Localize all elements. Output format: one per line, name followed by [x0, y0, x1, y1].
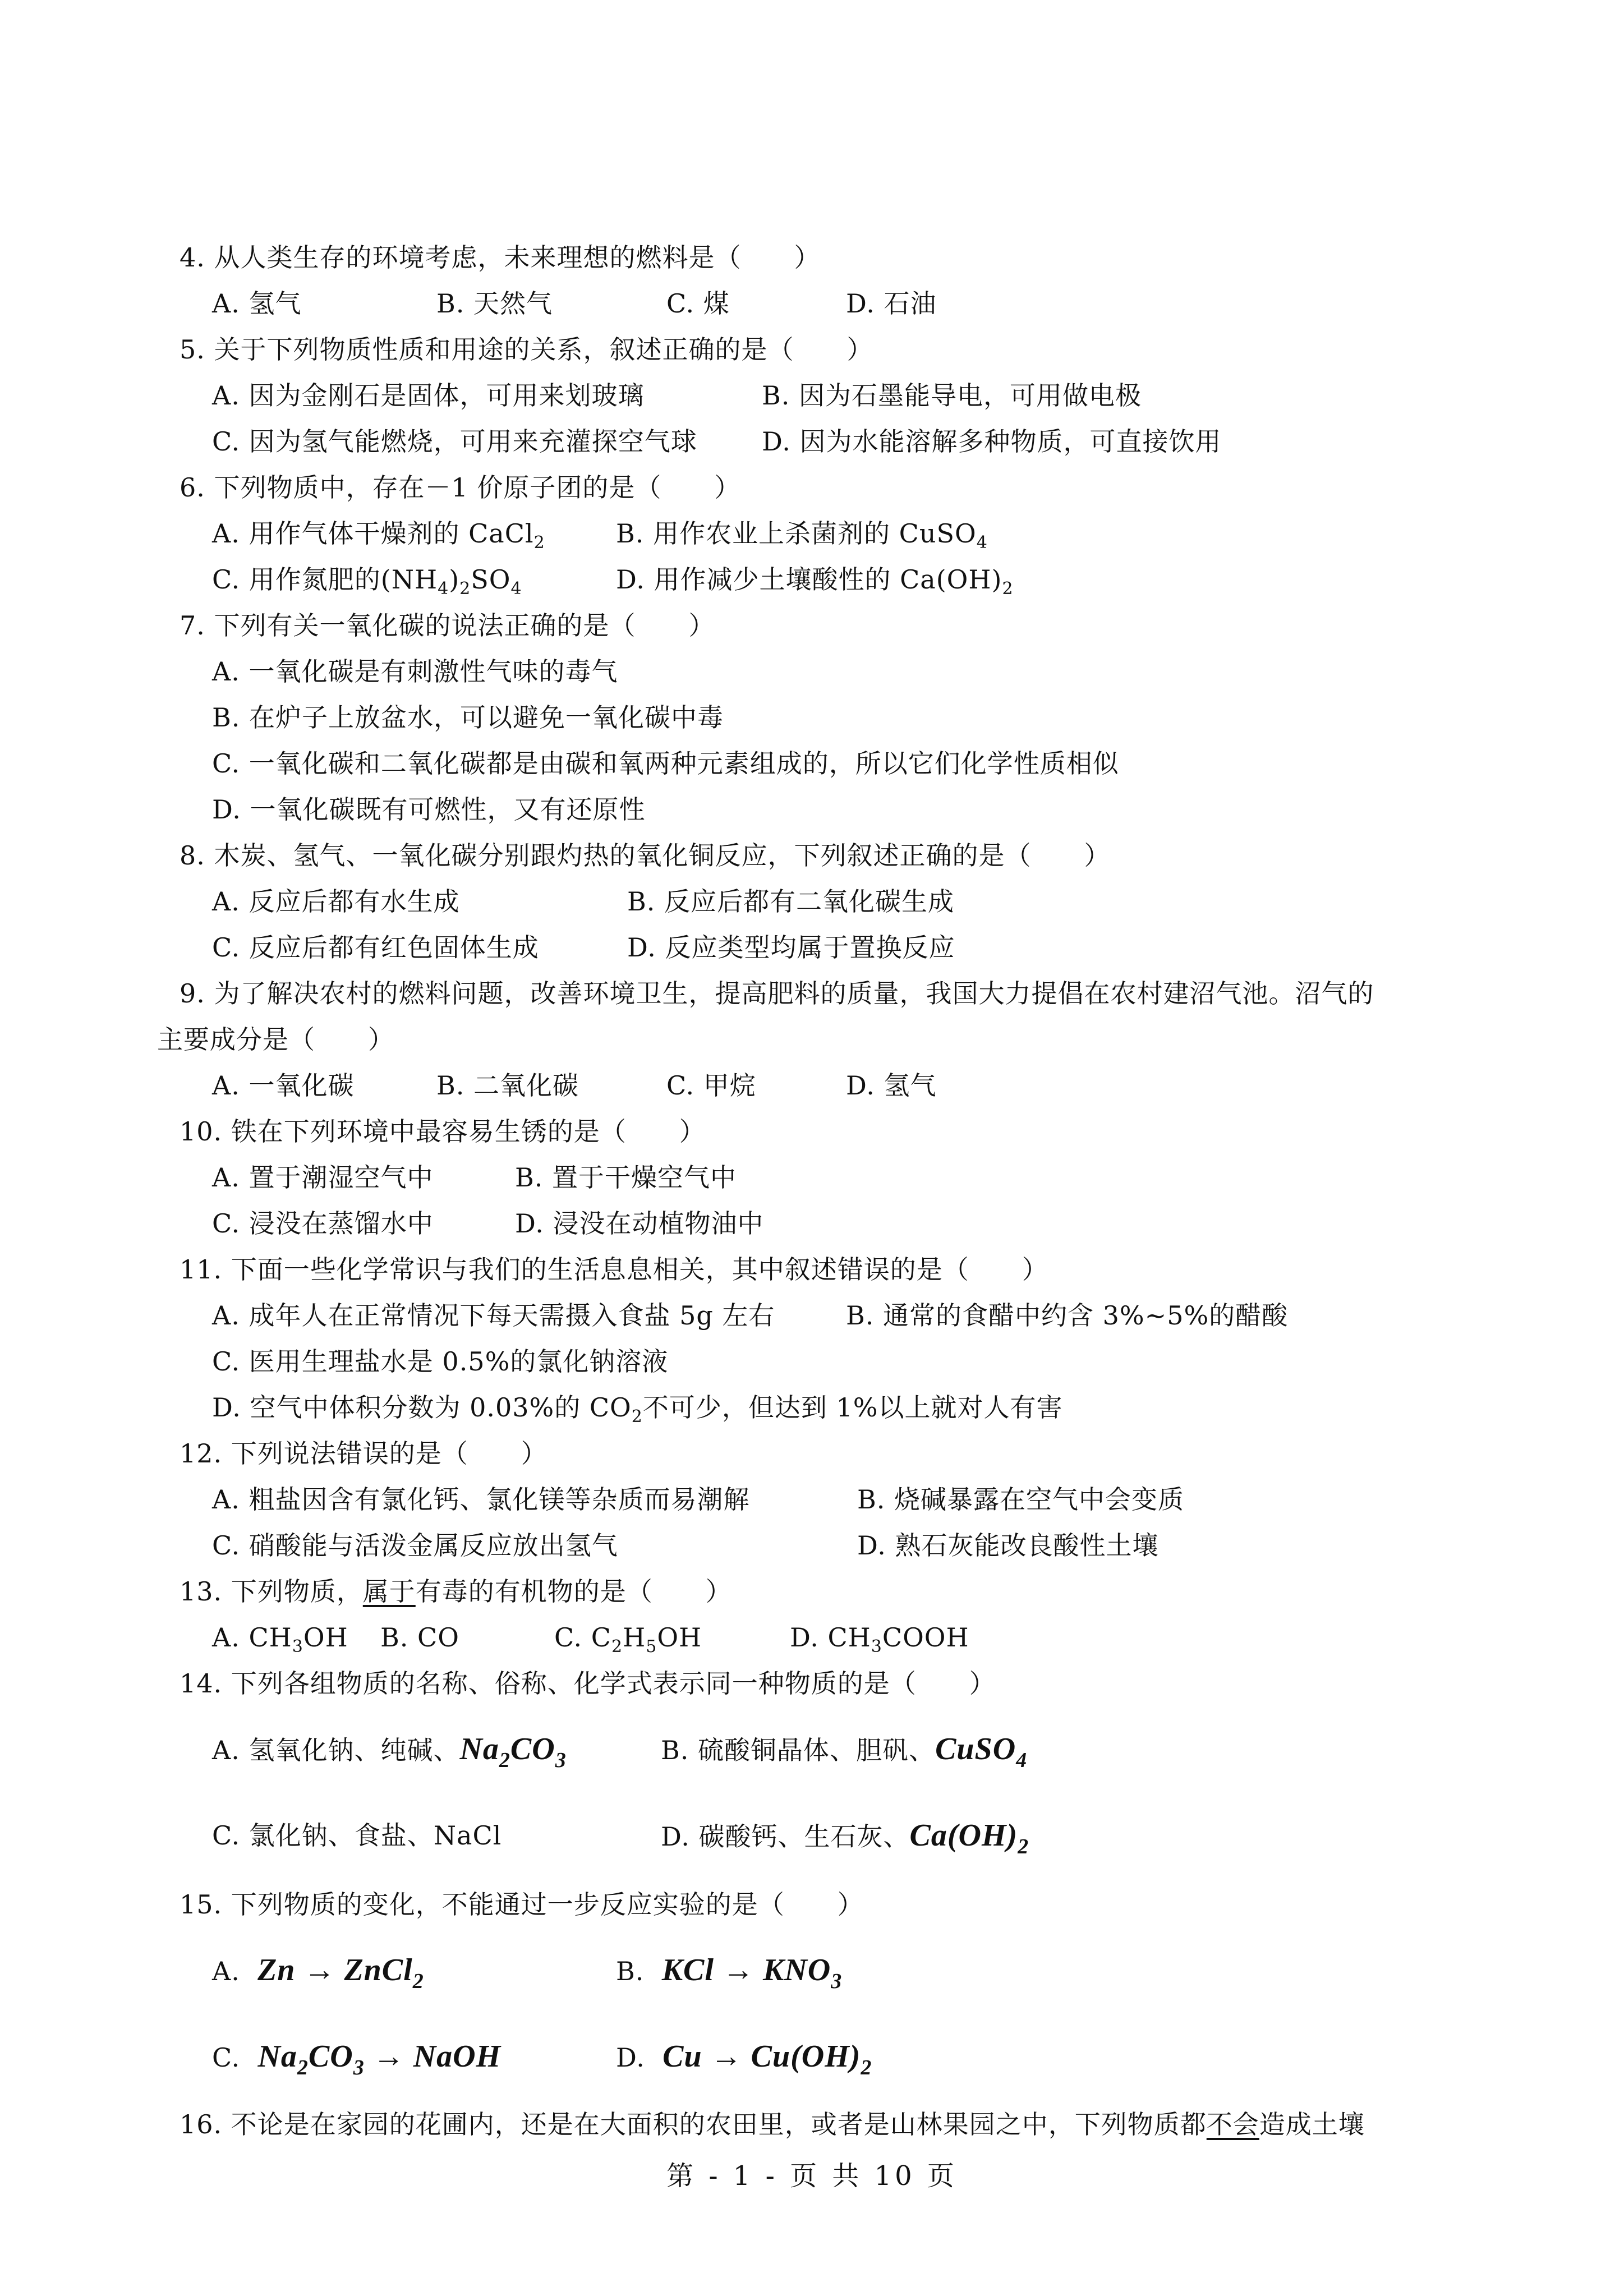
- q10-option-d: D. 浸没在动植物油中: [515, 1208, 764, 1239]
- question-10-options-row1: [212, 1158, 1558, 1197]
- question-4-options: [212, 284, 1558, 323]
- q15-option-b: B. KCl → $KNO_3$: [616, 1953, 843, 1993]
- question-14-options-row2: [212, 1813, 1558, 1858]
- q8-option-b: B. 反应后都有二氧化碳生成: [627, 886, 955, 917]
- q13-option-a: A. $CH_3OH$: [212, 1622, 348, 1657]
- formula: $Ca(OH)_2$: [909, 1818, 1029, 1858]
- q6-option-b: B. 用作农业上杀菌剂的 CuSO$_4$: [616, 518, 988, 553]
- q11-option-c: C. 医用生理盐水是 0.5%的氯化钠溶液: [212, 1346, 669, 1377]
- question-6-options-row2: [212, 560, 1558, 599]
- question-8-options-row2: [212, 928, 1558, 967]
- question-14-options-row1: [212, 1727, 1558, 1772]
- q4-option-b: B. 天然气: [436, 288, 553, 319]
- q4-option-d: D. 石油: [846, 288, 937, 319]
- q8-option-c: C. 反应后都有红色固体生成: [212, 932, 539, 963]
- q15-option-c: C. $Na_2CO_3$ → NaOH: [212, 2039, 502, 2079]
- question-15-options-row2: [212, 2034, 1558, 2079]
- question-12-stem: 12. 下列说法错误的是（ ）: [180, 1438, 548, 1469]
- q9-option-c: C. 甲烷: [666, 1070, 756, 1101]
- formula: CuSO$_4$: [935, 1732, 1028, 1772]
- q5-option-d: D. 因为水能溶解多种物质，可直接饮用: [762, 426, 1222, 457]
- q14-option-b: B. 硫酸铜晶体、胆矾、CuSO$_4$: [661, 1732, 1028, 1772]
- q6-option-a: A. 用作气体干燥剂的 CaCl$_2$: [212, 518, 545, 553]
- q10-option-a: A. 置于潮湿空气中: [212, 1162, 434, 1193]
- q4-option-c: C. 煤: [666, 288, 730, 319]
- q12-option-b: B. 烧碱暴露在空气中会变质: [857, 1484, 1185, 1515]
- q5-option-a: A. 因为金刚石是固体，可用来划玻璃: [212, 380, 645, 411]
- q11-option-a: A. 成年人在正常情况下每天需摄入食盐 5g 左右: [212, 1300, 775, 1331]
- question-11-options-row1: [212, 1296, 1558, 1335]
- q12-option-c: C. 硝酸能与活泼金属反应放出氢气: [212, 1530, 618, 1561]
- question-6-stem: 6. 下列物质中，存在－1 价原子团的是（ ）: [180, 472, 741, 503]
- q14-option-d: D. 碳酸钙、生石灰、$Ca(OH)_2$: [661, 1818, 1029, 1858]
- question-12-options-row2: [212, 1526, 1558, 1565]
- q13-option-c: C. $C_2H_5OH$: [554, 1622, 702, 1657]
- q14-option-a: A. 氢氧化钠、纯碱、$Na_2CO_3$: [212, 1732, 567, 1772]
- question-5-options-row1: [212, 376, 1558, 415]
- formula: Zn → ZnCl$_2$: [257, 1953, 424, 1993]
- q8-option-d: D. 反应类型均属于置换反应: [627, 932, 955, 963]
- q5-option-c: C. 因为氢气能燃烧，可用来充灌探空气球: [212, 426, 697, 457]
- question-10-stem: 10. 铁在下列环境中最容易生锈的是（ ）: [180, 1116, 706, 1147]
- q4-option-a: A. 氢气: [212, 288, 302, 319]
- question-5-options-row2: [212, 422, 1558, 461]
- q8-option-a: A. 反应后都有水生成: [212, 886, 460, 917]
- question-13-stem: 13. 下列物质，属于有毒的有机物的是（ ）: [180, 1576, 732, 1607]
- q14-option-c: C. 氯化钠、食盐、NaCl: [212, 1820, 502, 1851]
- question-6-options-row1: [212, 514, 1558, 553]
- q7-option-b: B. 在炉子上放盆水，可以避免一氧化碳中毒: [212, 702, 724, 733]
- question-13-options: [212, 1618, 1558, 1657]
- question-15-stem: 15. 下列物质的变化，不能通过一步反应实验的是（ ）: [180, 1889, 864, 1920]
- q11-option-d: D. 空气中体积分数为 0.03%的 $CO_2$不可少，但达到 1%以上就对人有害: [212, 1392, 1063, 1427]
- q11-option-b: B. 通常的食醋中约含 3%~5%的醋酸: [846, 1300, 1289, 1331]
- q12-option-d: D. 熟石灰能改良酸性土壤: [857, 1530, 1159, 1561]
- question-9-stem-line1: 9. 为了解决农村的燃料问题，改善环境卫生，提高肥料的质量，我国大力提倡在农村建沼气池。沼气的: [180, 978, 1374, 1009]
- q15-option-a: A. Zn → ZnCl$_2$: [212, 1953, 424, 1993]
- question-14-stem: 14. 下列各组物质的名称、俗称、化学式表示同一种物质的是（ ）: [180, 1668, 996, 1699]
- q9-option-d: D. 氢气: [846, 1070, 937, 1101]
- formula: $Na_2CO_3$ → NaOH: [257, 2039, 502, 2079]
- question-9-options: [212, 1066, 1558, 1105]
- question-5-stem: 5. 关于下列物质性质和用途的关系，叙述正确的是（ ）: [180, 334, 873, 365]
- formula: $Cu \to Cu(OH)_2$: [663, 2039, 872, 2079]
- question-15-options-row1: [212, 1948, 1558, 1993]
- q9-option-b: B. 二氧化碳: [436, 1070, 579, 1101]
- q13-option-b: B. CO: [380, 1622, 459, 1653]
- underlined-word: 不会: [1206, 2109, 1259, 2139]
- q6-option-c: C. 用作氮肥的$(NH_4)_2SO_4$: [212, 564, 522, 599]
- q7-option-c: C. 一氧化碳和二氧化碳都是由碳和氧两种元素组成的，所以它们化学性质相似: [212, 748, 1119, 779]
- page-footer: 第 - 1 - 页 共 10 页: [666, 2160, 958, 2192]
- q10-option-b: B. 置于干燥空气中: [515, 1162, 737, 1193]
- question-9-stem-line2: 主要成分是（ ）: [157, 1024, 394, 1055]
- formula: KCl → $KNO_3$: [661, 1953, 843, 1993]
- question-11-stem: 11. 下面一些化学常识与我们的生活息息相关，其中叙述错误的是（ ）: [180, 1254, 1048, 1285]
- q7-option-a: A. 一氧化碳是有刺激性气味的毒气: [212, 656, 618, 687]
- q6-option-d: D. 用作减少土壤酸性的 $Ca(OH)_2$: [616, 564, 1014, 599]
- q9-option-a: A. 一氧化碳: [212, 1070, 355, 1101]
- question-16-stem: 16. 不论是在家园的花圃内，还是在大面积的农田里，或者是山林果园之中，下列物质都不会造成土壤: [180, 2109, 1365, 2139]
- q12-option-a: A. 粗盐因含有氯化钙、氯化镁等杂质而易潮解: [212, 1484, 750, 1515]
- question-12-options-row1: [212, 1480, 1558, 1519]
- q13-option-d: D. $CH_3COOH$: [790, 1622, 969, 1657]
- question-8-options-row1: [212, 882, 1558, 921]
- question-8-stem: 8. 木炭、氢气、一氧化碳分别跟灼热的氧化铜反应，下列叙述正确的是（ ）: [180, 840, 1111, 871]
- question-7-stem: 7. 下列有关一氧化碳的说法正确的是（ ）: [180, 610, 715, 641]
- question-10-options-row2: [212, 1204, 1558, 1243]
- q5-option-b: B. 因为石墨能导电，可用做电极: [762, 380, 1142, 411]
- question-4-stem: 4. 从人类生存的环境考虑，未来理想的燃料是（ ）: [180, 242, 821, 273]
- q7-option-d: D. 一氧化碳既有可燃性，又有还原性: [212, 794, 646, 825]
- formula: $Na_2CO_3$: [459, 1732, 567, 1772]
- q10-option-c: C. 浸没在蒸馏水中: [212, 1208, 434, 1239]
- q15-option-d: D. $Cu \to Cu(OH)_2$: [616, 2039, 872, 2079]
- underlined-word: 属于: [362, 1576, 416, 1607]
